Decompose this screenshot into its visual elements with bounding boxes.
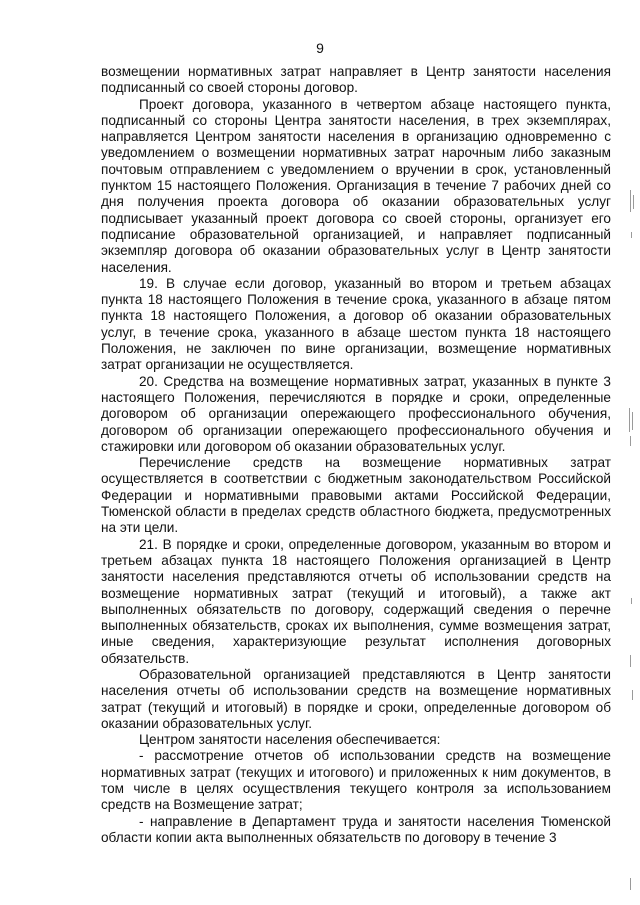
paragraph-p4: 20. Средства на возмещение нормативных затрат, указанных в пункте 3 настоящего Положения, перечисляются в порядке и сроки, определенные договором об организации опережающего профессионального обучения, договором об организации опережающего профессионального обучения и стажировки или договором об оказании образовательных услуг.	[101, 373, 611, 454]
paragraph-p3: 19. В случае если договор, указанный во втором и третьем абзацах пункта 18 настоящего Положения в течение срока, указанного в абзаце пятом пункта 18 настоящего Положения, а договор об оказании образовательных услуг, в течение срока, указанного в абзаце шестом пункта 18 настоящего Положения, не заключен по вине организации, возмещение нормативных затрат организации не осуществляется.	[101, 275, 611, 373]
paragraph-p9: - рассмотрение отчетов об использовании средств на возмещение нормативных затрат (текущих и итогового) и приложенных к ним документов, в том числе в целях осуществления текущего контроля за использованием средств на Возмещение затрат;	[101, 748, 611, 813]
paragraph-p1: возмещении нормативных затрат направляет в Центр занятости населения подписанный со своей стороны договор.	[101, 64, 611, 96]
document-body	[101, 64, 611, 846]
paragraph-p10: - направление в Департамент труда и занятости населения Тюменской области копии акта выполненных обязательств по договору в течение 3	[101, 813, 611, 845]
paragraph-p5: Перечисление средств на возмещение нормативных затрат осуществляется в соответствии с бюджетным законодательством Российской Федерации и нормативными правовыми актами Российской Федерации, Тюменской области в пределах средств областного бюджета, предусмотренных на эти цели.	[101, 455, 611, 536]
paragraph-p2: Проект договора, указанного в четвертом абзаце настоящего пункта, подписанный со стороны Центра занятости населения, в трех экземплярах, направляется Центром занятости населения в организацию одновременно с уведомлением о возмещении нормативных затрат нарочным либо заказным почтовым отправлением с уведомлением о вручении в срок, установленный пунктом 15 настоящего Положения. Организация в течение 7 рабочих дней со дня получения проекта договора об оказании образовательных услуг подписывает указанный проект договора со своей стороны, организует его подписание образовательной организацией, и направляет подписанный экземпляр договора об оказании образовательных услуг в Центр занятости населения.	[101, 96, 611, 275]
paragraph-p6: 21. В порядке и сроки, определенные договором, указанным во втором и третьем абзацах пункта 18 настоящего Положения организацией в Центр занятости населения представляются отчеты об использовании средств на возмещение нормативных затрат (текущий и итоговый), а также акт выполненных обязательств по договору, содержащий сведения о перечне выполненных обязательств, сроках их выполнения, сумме возмещения затрат, иные сведения, характеризующие результат исполнения договорных обязательств.	[101, 536, 611, 666]
paragraph-p7: Образовательной организацией представляются в Центр занятости населения отчеты об использовании средств на возмещение нормативных затрат (текущий и итоговый) в порядке и сроки, определенные договором об оказании образовательных услуг.	[101, 666, 611, 731]
paragraph-p8: Центром занятости населения обеспечивается:	[139, 732, 441, 748]
page-number: 9	[316, 40, 324, 56]
scan-margin-marks	[624, 0, 638, 905]
